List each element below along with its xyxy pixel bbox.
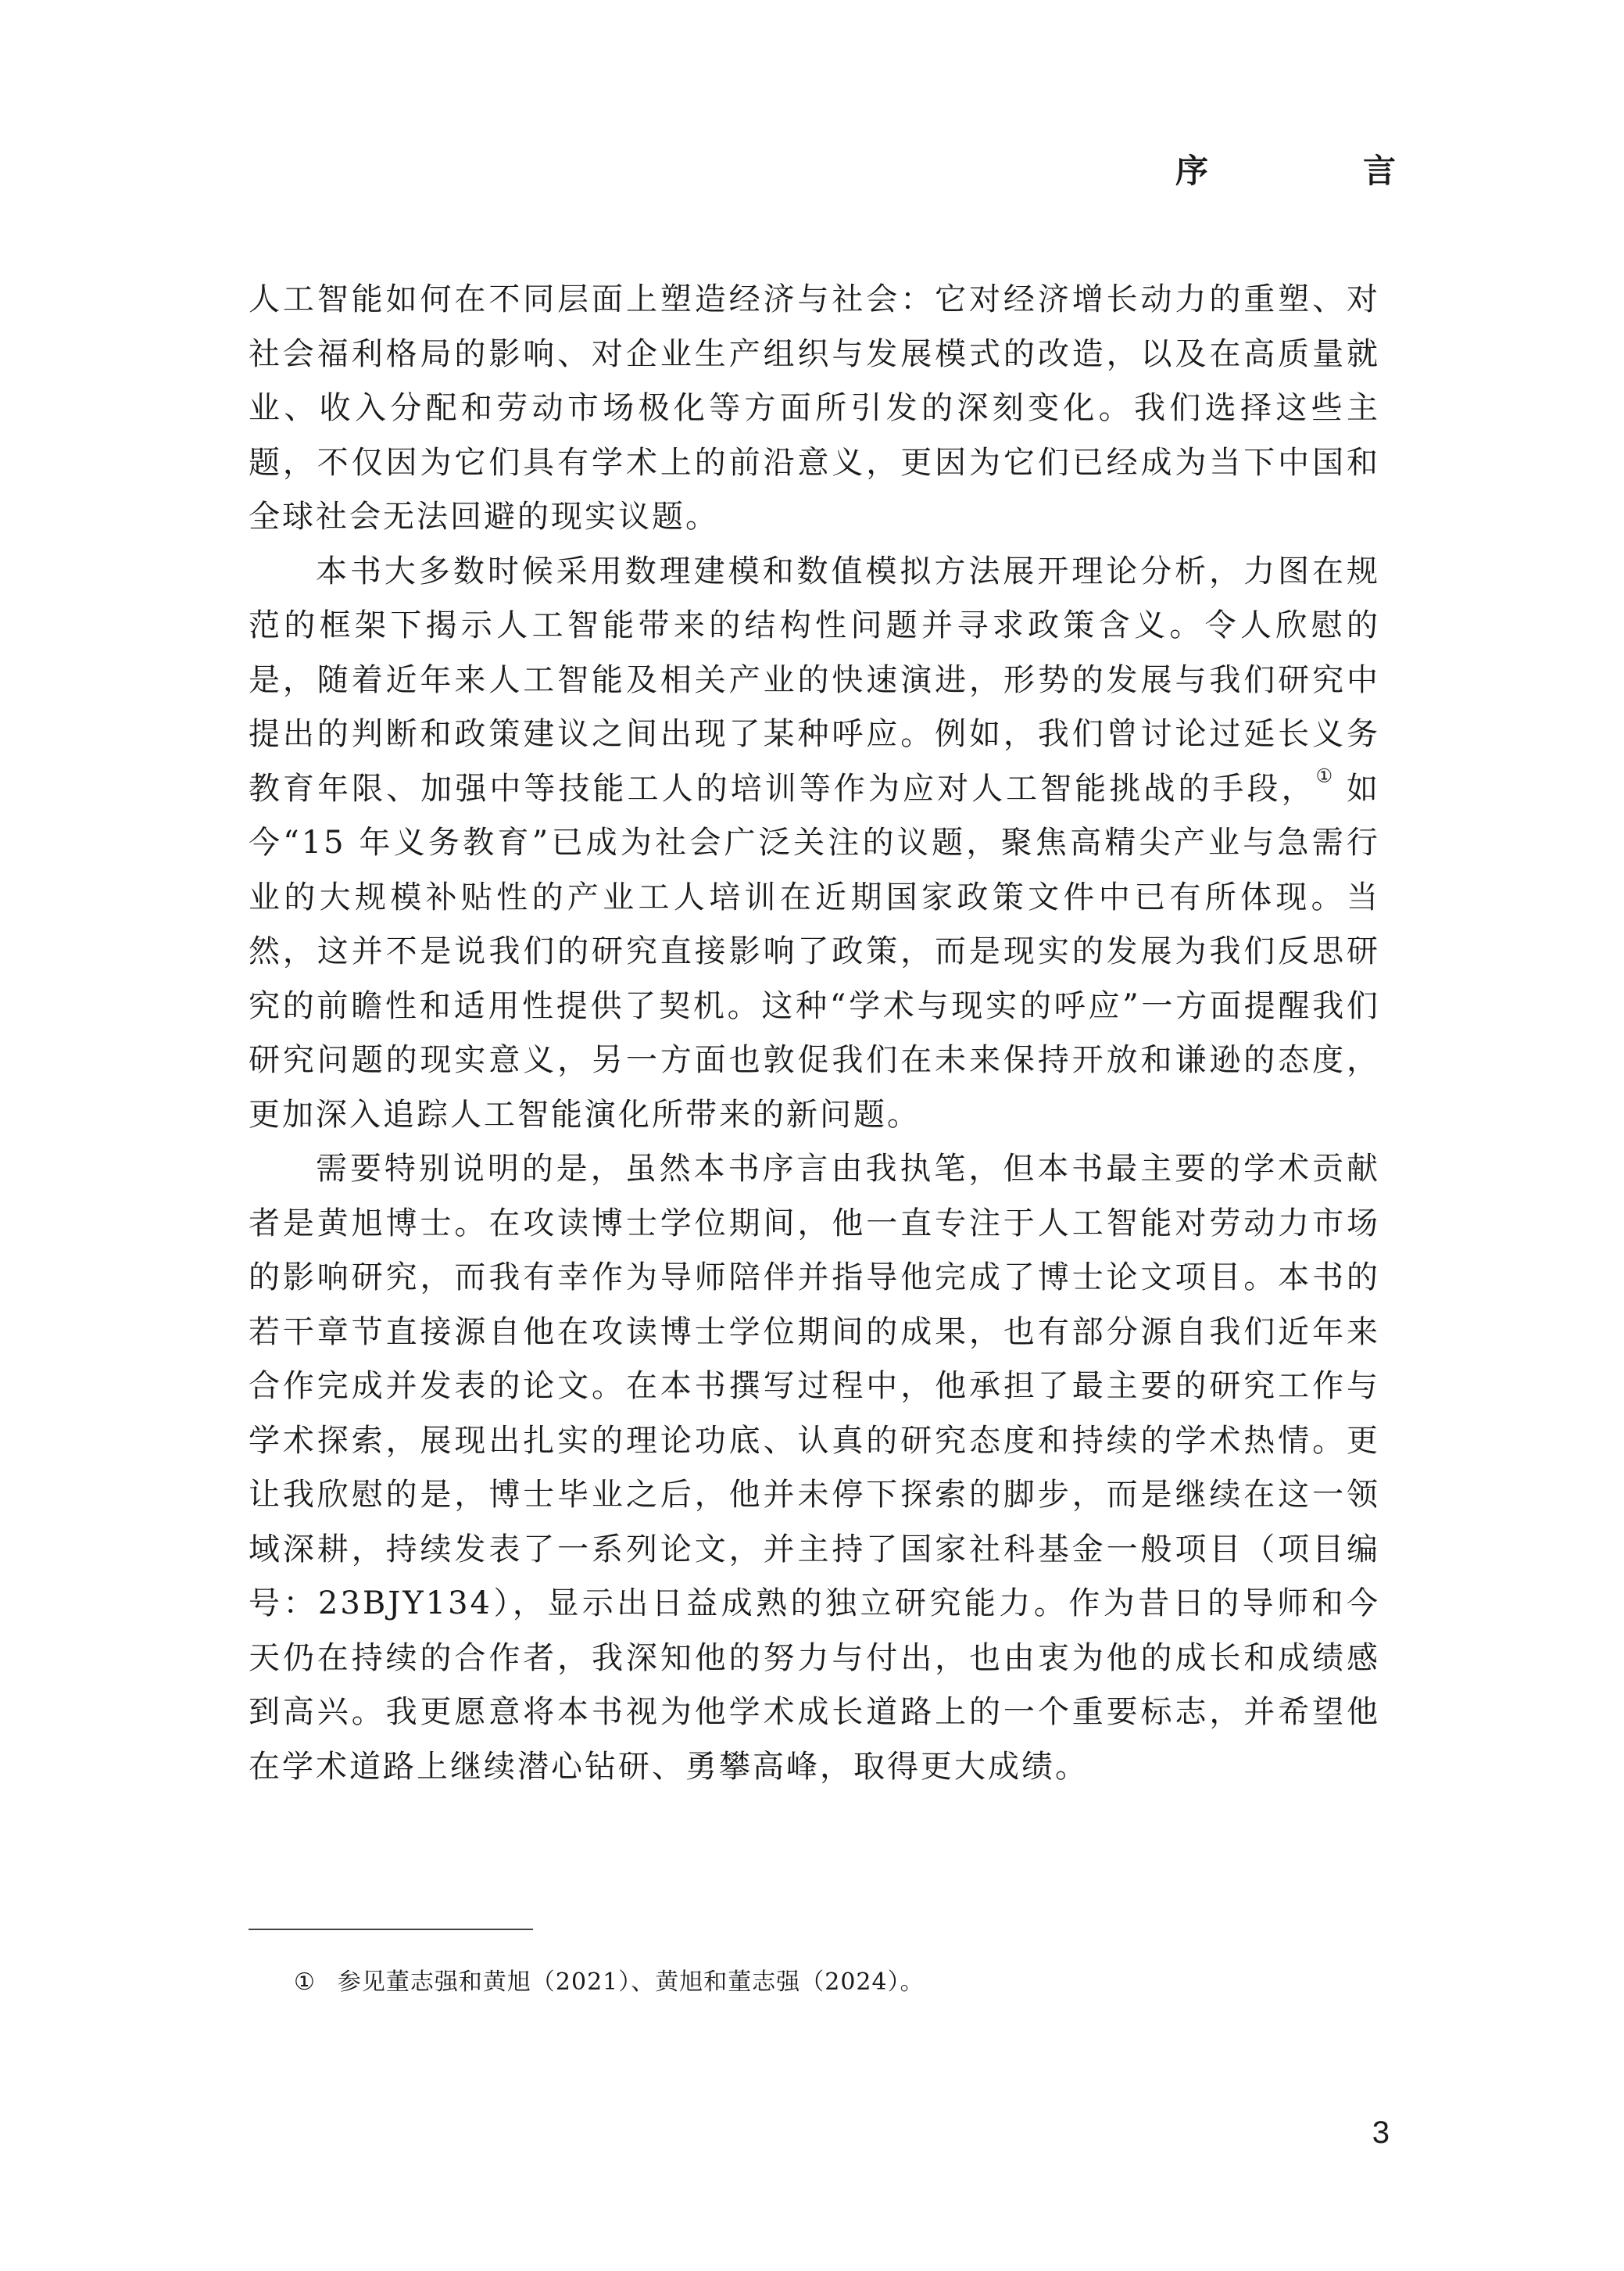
footnote <box>294 1968 925 1997</box>
paragraph-continued: 人工智能如何在不同层面上塑造经济与社会：它对经济增长动力的重塑、对社会福利格局的影响、对企业生产组织与发展模式的改造，以及在高质量就业、收入分配和劳动市场极化等方面所引发的深刻变化。我们选择这些主题，不仅因为它们具有学术上的前沿意义，更因为它们已经成为当下中国和全球社会无法回避的现实议题。 <box>249 281 1380 535</box>
footnote-marker: ① <box>294 1968 316 1996</box>
body-text <box>249 273 1380 1794</box>
footnote-divider <box>249 1929 533 1930</box>
footnote-reference[interactable]: ① <box>1315 764 1334 786</box>
paragraph-research-method <box>249 545 1380 1143</box>
page-number: 3 <box>1372 2115 1390 2150</box>
page-header-title: 序 言 <box>1175 152 1457 190</box>
footnote-text: 参见董志强和黄旭（2021）、黄旭和董志强（2024）。 <box>337 1968 925 1996</box>
paragraph-text-after-note: 如今“15 年义务教育”已成为社会广泛关注的议题，聚焦高精尖产业与急需行业的大规模补贴性的产业工人培训在近期国家政策文件中已有所体现。当然，这并不是说我们的研究直接影响了政策，而是现实的发展为我们反思研究的前瞻性和适用性提供了契机。这种“学术与现实的呼应”一方面提醒我们研究问题的现实意义，另一方面也敦促我们在未来保持开放和谦逊的态度，更加深入追踪人工智能演化所带来的新问题。 <box>249 770 1381 1133</box>
paragraph-text-before-note: 本书大多数时候采用数理建模和数值模拟方法展开理论分析，力图在规范的框架下揭示人工智能带来的结构性问题并寻求政策含义。令人欣慰的是，随着近年来人工智能及相关产业的快速演进，形势的发展与我们研究中提出的判断和政策建议之间出现了某种呼应。例如，我们曾讨论过延长义务教育年限、加强中等技能工人的培训等作为应对人工智能挑战的手段， <box>249 553 1380 807</box>
paragraph-acknowledgement: 需要特别说明的是，虽然本书序言由我执笔，但本书最主要的学术贡献者是黄旭博士。在攻读博士学位期间，他一直专注于人工智能对劳动力市场的影响研究，而我有幸作为导师陪伴并指导他完成了博士论文项目。本书的若干章节直接源自他在攻读博士学位期间的成果，也有部分源自我们近年来合作完成并发表的论文。在本书撰写过程中，他承担了最主要的研究工作与学术探索，展现出扎实的理论功底、认真的研究态度和持续的学术热情。更让我欣慰的是，博士毕业之后，他并未停下探索的脚步，而是继续在这一领域深耕，持续发表了一系列论文，并主持了国家社科基金一般项目（项目编号：23BJY134），显示出日益成熟的独立研究能力。作为昔日的导师和今天仍在持续的合作者，我深知他的努力与付出，也由衷为他的成长和成绩感到高兴。我更愿意将本书视为他学术成长道路上的一个重要标志，并希望他在学术道路上继续潜心钻研、勇攀高峰，取得更大成绩。 <box>249 1151 1380 1785</box>
